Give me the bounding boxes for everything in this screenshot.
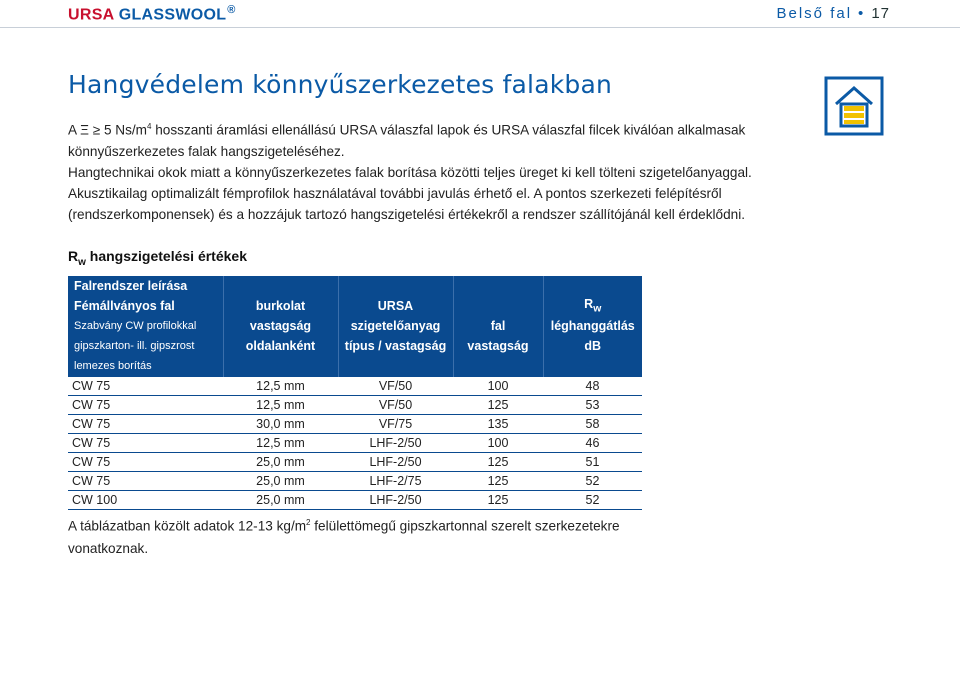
- insulation-type-cell: LHF-2/50: [338, 453, 453, 472]
- header-cell: lemezes borítás: [68, 356, 223, 377]
- intro-line: Hangtechnikai okok miatt a könnyűszerkezetes falak borítása közötti teljes üreget ki kell tölteni szigetelőanyaggal.: [68, 164, 752, 180]
- section-title: [68, 248, 247, 268]
- wall-thickness-cell: 100: [453, 377, 543, 396]
- section-title-subscript: w: [78, 256, 86, 268]
- intro-line: Akusztikailag optimalizált fémprofilok használatával további javulás érhető el. A pontos szerkezeti felépítésről: [68, 185, 722, 201]
- header-cell: Fémállványos fal: [68, 296, 223, 316]
- table-row: [68, 377, 642, 396]
- header-cell: URSA: [338, 296, 453, 316]
- rw-label: R: [584, 297, 594, 312]
- header-cell: vastagság: [453, 336, 543, 356]
- intro-line: könnyűszerkezetes falak hangszigeteléséhez.: [68, 143, 345, 159]
- table-row: [68, 472, 642, 491]
- intro-line: [68, 116, 788, 141]
- footnote-text-part: felülettömegű gipszkartonnal szerelt szerkezetekre: [310, 518, 620, 534]
- intro-text-part: A Ξ ≥ 5 Ns/m: [68, 122, 147, 138]
- table-row: [68, 415, 642, 434]
- rw-value-cell: 48: [543, 377, 642, 396]
- header-cell: [453, 296, 543, 316]
- intro-text: [68, 116, 788, 225]
- wall-system-cell: CW 75: [68, 377, 223, 396]
- brand-glasswool: GLASSWOOL: [118, 6, 227, 24]
- cladding-thickness-cell: 25,0 mm: [223, 472, 338, 491]
- table-header: [68, 276, 642, 377]
- header-cell: [453, 276, 543, 296]
- cladding-thickness-cell: 12,5 mm: [223, 377, 338, 396]
- superscript: 2: [306, 518, 311, 527]
- rw-value-cell: 51: [543, 453, 642, 472]
- wall-system-cell: CW 75: [68, 415, 223, 434]
- header-cell: dB: [584, 339, 602, 353]
- rw-value-cell: 52: [543, 472, 642, 491]
- wall-system-cell: CW 75: [68, 472, 223, 491]
- page-number: 17: [871, 5, 890, 22]
- page-header: [0, 0, 960, 28]
- header-cell: típus / vastagság: [338, 336, 453, 356]
- wall-thickness-cell: 125: [453, 491, 543, 510]
- header-cell: vastagság: [223, 316, 338, 336]
- header-cell: léghanggátlás: [550, 319, 635, 333]
- rw-value-cell: 46: [543, 434, 642, 453]
- wall-thickness-cell: 125: [453, 472, 543, 491]
- wall-system-cell: CW 75: [68, 453, 223, 472]
- rw-subscript: w: [593, 303, 602, 315]
- header-cell: burkolat: [223, 296, 338, 316]
- rw-value-cell: 52: [543, 491, 642, 510]
- intro-line: (rendszerkomponensek) és a hozzájuk tartozó hangszigetelési értékekről a rendszer szállítójánál kell érdeklődni.: [68, 206, 746, 222]
- insulation-type-cell: LHF-2/50: [338, 491, 453, 510]
- brand-logo: [68, 4, 236, 24]
- cladding-thickness-cell: 12,5 mm: [223, 396, 338, 415]
- footnote-line: [68, 512, 668, 538]
- superscript: 4: [147, 122, 152, 131]
- header-cell: Szabvány CW profilokkal: [68, 316, 223, 336]
- wall-thickness-cell: 135: [453, 415, 543, 434]
- footnote-line: vonatkoznak.: [68, 540, 149, 556]
- cladding-thickness-cell: 25,0 mm: [223, 491, 338, 510]
- header-cell: [338, 276, 453, 296]
- separator-dot: •: [858, 5, 866, 22]
- wall-thickness-cell: 125: [453, 396, 543, 415]
- header-cell: [543, 296, 642, 316]
- page-reference: [777, 5, 891, 22]
- house-icon: [824, 76, 884, 136]
- header-cell: [543, 276, 642, 296]
- table-body: [68, 377, 642, 510]
- header-cell: [223, 356, 338, 377]
- insulation-type-cell: VF/50: [338, 396, 453, 415]
- wall-system-cell: CW 75: [68, 396, 223, 415]
- table-row: [68, 396, 642, 415]
- wall-thickness-cell: 100: [453, 434, 543, 453]
- brand-ursa: URSA: [68, 6, 114, 24]
- header-cell: Falrendszer leírása: [68, 276, 223, 296]
- section-title-text: hangszigetelési értékek: [85, 248, 247, 264]
- footnote: [68, 512, 668, 560]
- header-cell: [453, 356, 543, 377]
- header-cell: oldalanként: [223, 336, 338, 356]
- insulation-type-cell: LHF-2/75: [338, 472, 453, 491]
- cladding-thickness-cell: 25,0 mm: [223, 453, 338, 472]
- insulation-type-cell: LHF-2/50: [338, 434, 453, 453]
- rw-value-cell: 58: [543, 415, 642, 434]
- cladding-thickness-cell: 30,0 mm: [223, 415, 338, 434]
- sound-insulation-table: [68, 276, 642, 510]
- table-row: [68, 491, 642, 510]
- intro-text-part: hosszanti áramlási ellenállású URSA válaszfal lapok és URSA válaszfal filcek kiválóan alkalmasak: [151, 122, 746, 138]
- brand-registered-mark: ®: [227, 4, 236, 16]
- footnote-text-part: A táblázatban közölt adatok 12-13 kg/m: [68, 518, 307, 534]
- header-cell: gipszkarton- ill. gipszrost: [68, 336, 223, 356]
- section-title-r: R: [68, 248, 79, 264]
- table-row: [68, 453, 642, 472]
- cladding-thickness-cell: 12,5 mm: [223, 434, 338, 453]
- rw-value-cell: 53: [543, 396, 642, 415]
- section-name: Belső fal: [776, 5, 853, 22]
- header-cell: fal: [453, 316, 543, 336]
- header-cell: [338, 356, 453, 377]
- wall-system-cell: CW 100: [68, 491, 223, 510]
- wall-thickness-cell: 125: [453, 453, 543, 472]
- insulation-type-cell: VF/50: [338, 377, 453, 396]
- header-cell: [223, 276, 338, 296]
- header-cell: szigetelőanyag: [338, 316, 453, 336]
- wall-system-cell: CW 75: [68, 434, 223, 453]
- header-cell: [543, 356, 642, 377]
- page-title: Hangvédelem könnyűszerkezetes falakban: [68, 70, 613, 99]
- table-row: [68, 434, 642, 453]
- insulation-type-cell: VF/75: [338, 415, 453, 434]
